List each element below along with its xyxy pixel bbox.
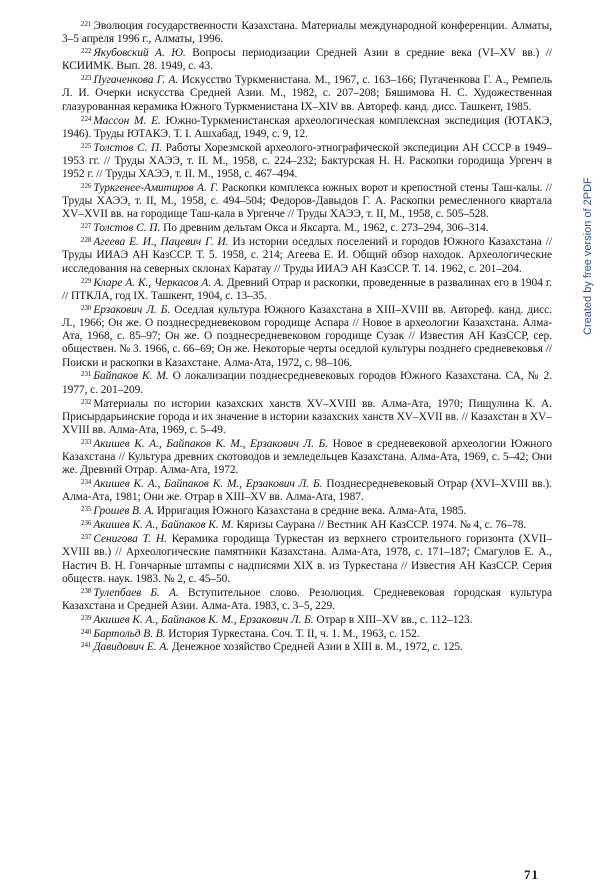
- reference-item: [62, 478, 552, 505]
- reference-item: [62, 614, 552, 627]
- reference-text: Южно-Туркменистанская археологическая комплексная экспедиция (ЮТАКЭ, 1946). Труды ЮТАКЭ. Т. I. Ашхабад, 1949, с. 9, 12.: [62, 114, 552, 140]
- reference-text: История Туркестана. Соч. Т. II, ч. 1. М., 1963, с. 152.: [168, 627, 420, 640]
- reference-item: [62, 115, 552, 142]
- footnote-number: 232: [81, 397, 92, 406]
- reference-text: Ирригация Южного Казахстана в средние века. Алма-Ата, 1985.: [157, 505, 467, 518]
- reference-author: Агеева Е. И., Пацевич Г. И.: [93, 236, 229, 249]
- reference-text: Керамика городища Туркестан из верхнего строительного горизонта (XVII–XVIII вв.) // Археологические памятники Казахстана. Алма-Ата, 1978, с. 171–187; Смагулов Е. А., Настич В. Н. Гончарные штампы с надписями XIX в. из Туркестана // Известия АН КазССР. Серия обществ. наук. 1983. № 2, с. 45–50.: [62, 533, 552, 585]
- reference-item: [62, 505, 552, 518]
- reference-text: По древним дельтам Окса и Яксарта. М., 1962, с. 273–294, 306–314.: [163, 222, 489, 235]
- reference-item: [62, 641, 552, 654]
- reference-author: Кларе А. К., Черкасов А. А.: [93, 276, 224, 289]
- reference-text: Оседлая культура Южного Казахстана в XIII–XVIII вв. Автореф. канд. дисс. Л., 1966; Он же. О позднесредневековом городище Аспара // Новое в археологии Казахстана. Алма-Ата, 1968, с. 85–97; Он же. О позднесредневековом городище Сузак // Известия АН КазССР, сер. обществен. № 3. 1966, с. 66–69; Он же. Некоторые черты оседлой культуры позднего средневековья // Поиски и раскопки в Казахстане. Алма-Ата, 1972, с. 98–106.: [62, 303, 552, 369]
- reference-text: Древний Отрар и раскопки, проведенные в развалинах его в 1904 г. // ПТКЛА, год IX. Ташкент, 1904, с. 13–35.: [62, 276, 552, 302]
- footnote-number: 222: [81, 47, 92, 56]
- footnote-number: 223: [81, 74, 92, 83]
- reference-item: [62, 533, 552, 586]
- reference-text: Отрар в XIII–XV вв., с. 112–123.: [316, 613, 473, 626]
- footnote-number: 225: [81, 141, 92, 150]
- reference-author: Якубовский А. Ю.: [93, 47, 186, 60]
- reference-item: [62, 236, 552, 276]
- watermark-text: Created by free version of 2PDF: [582, 177, 594, 335]
- reference-text: Из истории оседлых поселений и городов Южного Казахстана // Труды ИИАЭ АН КазССР. Т. 5. 1958, с. 214; Агеева Е. И. Общий обзор находок. Археологические исследования на северных склонах Каратау // Труды ИИАЭ АН КазССР. Т. 14. 1962, с. 201–204.: [62, 236, 552, 275]
- reference-author: Толстов С. П.: [93, 141, 162, 154]
- footnote-number: 226: [81, 181, 92, 190]
- footnote-number: 236: [81, 519, 92, 528]
- reference-item: [62, 277, 552, 304]
- reference-text: О локализации позднесредневековых городов Южного Казахстана. СА, № 2. 1977, с. 201–209.: [62, 370, 552, 396]
- reference-author: Ерзакович Л. Б.: [93, 303, 171, 316]
- reference-text: Работы Хорезмской археолого-этнографической экспедиции АН СССР в 1949–1953 гг. // Труды ХАЭЭ, т. II. М., 1958, с. 224–232; Бактурская Н. Н. Раскопки городища Ургенч в 1952 г. // Труды ХАЭЭ, т. II. М., 1958, с. 467–494.: [62, 141, 552, 181]
- footnote-number: 229: [81, 276, 92, 285]
- reference-author: Давидович Е. А.: [93, 641, 170, 654]
- page-number: 71: [524, 867, 539, 882]
- footnote-number: 238: [81, 586, 92, 595]
- reference-item: [62, 47, 552, 74]
- reference-text: Эволюция государственности Казахстана. Материалы международной конференции. Алматы, 3–5 апреля 1996 г., Алматы, 1996.: [62, 20, 552, 46]
- footnote-number: 228: [81, 236, 92, 245]
- footnote-number: 234: [81, 478, 92, 487]
- reference-item: [62, 398, 552, 438]
- reference-item: [62, 370, 552, 397]
- reference-item: [62, 587, 552, 614]
- footnote-number: 235: [81, 505, 92, 514]
- reference-author: Грошев В. А.: [93, 505, 155, 518]
- reference-author: Пугаченкова Г. А.: [93, 74, 179, 87]
- reference-author: Толстов С. П.: [93, 222, 161, 235]
- reference-author: Байпаков К. М.: [93, 370, 169, 383]
- reference-item: [62, 519, 552, 532]
- reference-item: [62, 182, 552, 222]
- reference-text: Материалы по истории казахских ханств XV–XVIII вв. Алма-Ата, 1970; Пищулина К. А. Присырдарьинские города и их значение в истории казахских ханств XV–XVII вв. // Казахстан в XV–XVIII вв. Алма-Ата, 1969, с. 5–49.: [62, 397, 552, 437]
- footnote-number: 230: [81, 303, 92, 312]
- reference-text: Вступительное слово. Резолюция. Средневековая городская культура Казахстана и Средней Азии. Алма-Ата. 1983, с. 3–5, 229.: [62, 586, 552, 612]
- reference-item: [62, 222, 552, 235]
- footnote-number: 240: [81, 627, 92, 636]
- reference-author: Акишев К. А., Байпаков К. М., Ерзакович Л. Б.: [93, 613, 314, 626]
- reference-item: [62, 304, 552, 370]
- references-list: [62, 20, 552, 655]
- reference-text: Кяризы Саурана // Вестник АН КазССР. 1974. № 4, с. 76–78.: [236, 519, 527, 532]
- reference-text: Денежное хозяйство Средней Азии в XIII в. М., 1972, с. 125.: [171, 641, 463, 654]
- footnote-number: 221: [81, 20, 92, 28]
- footnote-number: 237: [81, 533, 92, 541]
- footnote-number: 239: [81, 613, 92, 622]
- footnote-number: 227: [81, 222, 92, 231]
- reference-author: Тулепбаев Б. А.: [93, 586, 179, 599]
- reference-text: Искусство Туркменистана. М., 1967, с. 163–166; Пугаченкова Г. А., Ремпель Л. И. Очерки искусства Средней Азии. М., 1982, с. 207–208; Бяшимова Н. С. Художественная глазурованная керамика Южного Туркменистана IX–XIV вв. Автореф. канд. дисс. Ташкент, 1985.: [62, 74, 553, 113]
- reference-author: Акишев К. А., Байпаков К. М., Ерзакович Л. Б.: [93, 478, 323, 491]
- reference-author: Массон М. Е.: [93, 114, 161, 127]
- reference-author: Бартольд В. В.: [93, 627, 166, 640]
- reference-author: Акишев К. А., Байпаков К. М., Ерзакович Л. Б.: [93, 437, 328, 450]
- reference-item: [62, 74, 552, 114]
- footnote-number: 241: [81, 641, 92, 650]
- reference-author: Акишев К. А., Байпаков К. М.: [93, 519, 234, 532]
- reference-text: Позднесредневековый Отрар (XVI–XVIII вв.). Алма-Ата, 1981; Они же. Отрар в XIII–XV вв. Алма-Ата, 1987.: [62, 478, 552, 504]
- reference-item: [62, 20, 552, 47]
- footnote-number: 231: [81, 370, 92, 379]
- reference-item: [62, 628, 552, 641]
- reference-text: Вопросы периодизации Средней Азии в средние века (VI–XV вв.) // КСИИМК. Вып. 28. 1949, с. 43.: [62, 47, 552, 73]
- footnote-number: 233: [81, 437, 92, 446]
- footnote-number: 224: [81, 114, 92, 123]
- reference-text: Раскопки комплекса южных ворот и крепостной стены Таш-калы. // Труды ХАЭЭ, т. II, М., 1958, с. 494–504; Федоров-Давыдов Г. А. Раскопки ремесленного квартала XV–XVII вв. на городище Таш-кала в Ургенче // Труды ХАЭЭ, т. II, М., 1958, с. 505–528.: [62, 181, 553, 221]
- reference-author: Туркгенее-Амитиров А. Г.: [93, 181, 219, 194]
- reference-item: [62, 142, 552, 182]
- reference-author: Сенигова Т. Н.: [93, 533, 167, 545]
- reference-text: Новое в средневековой археологии Южного Казахстана // Культура древних скотоводов и земледельцев Казахстана. Алма-Ата, 1969, с. 5–42; Они же. Древний Отрар. Алма-Ата, 1972.: [62, 437, 552, 477]
- reference-item: [62, 438, 552, 478]
